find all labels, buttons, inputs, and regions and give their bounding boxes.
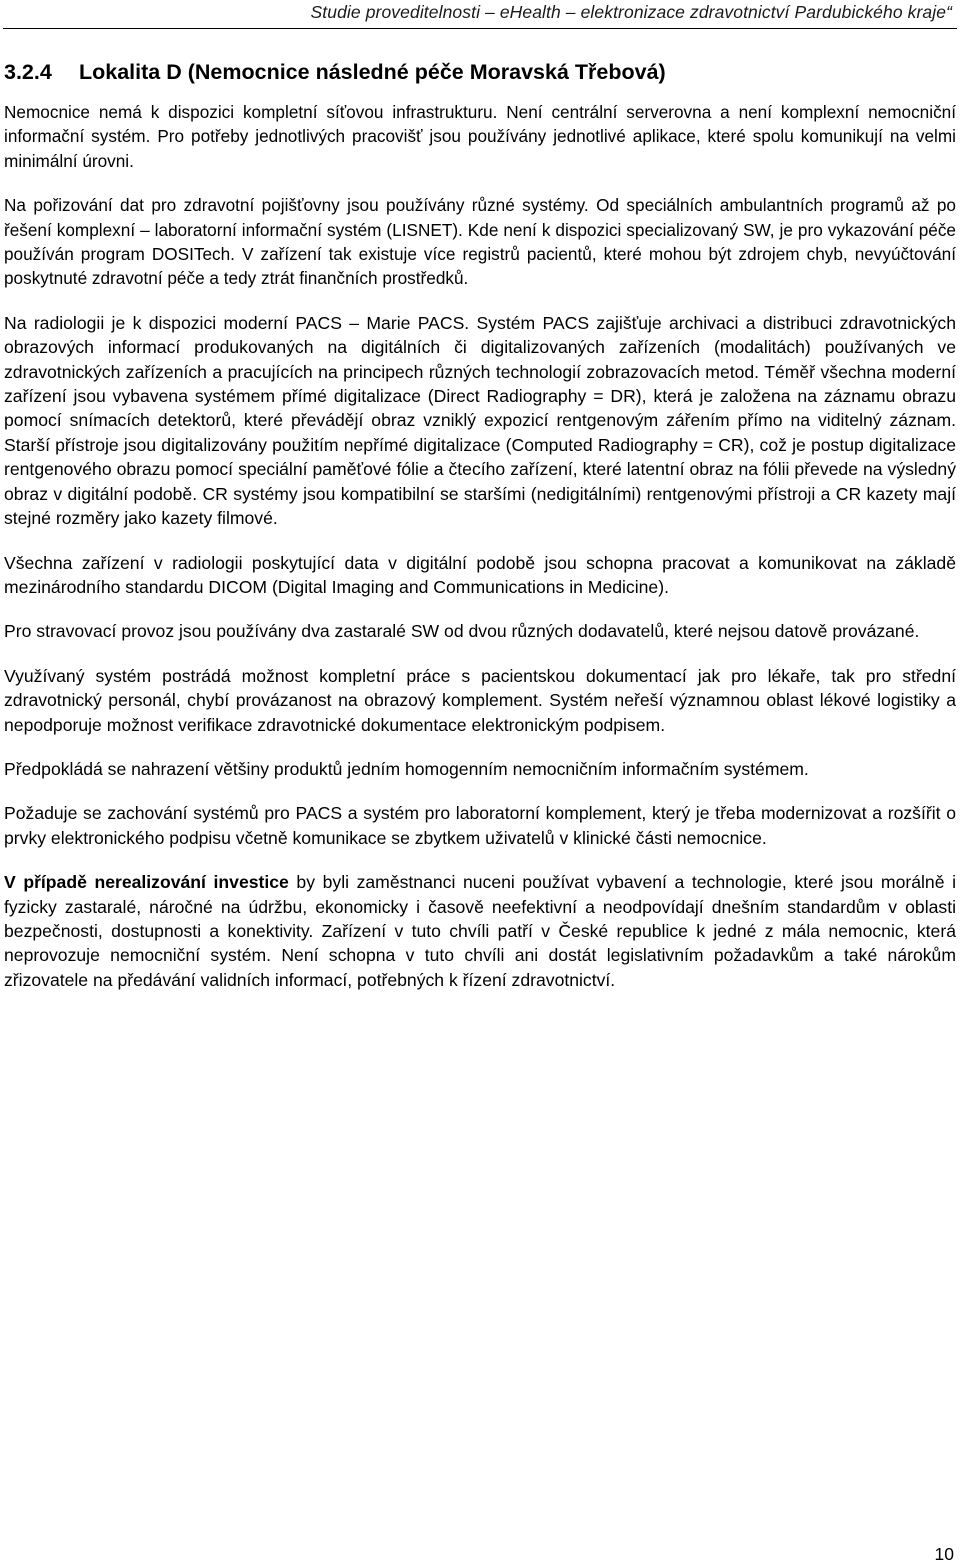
paragraph-radiology-pacs: Na radiologii je k dispozici moderní PACS – Marie PACS. Systém PACS zajišťuje archivaci a distribuci zdravotnických obrazových informací produkovaných na digitálních či digitalizovaných zařízeních (modalitách) používaných ve zdravotnických zařízeních a pracujících na principech různých technologií zobrazovacích metod. Téměř všechna moderní zařízení jsou vybavena systémem přímé digitalizace (Direct Radiography = DR), která je založena na záznamu obrazu pomocí snímacích detektorů, které převádějí obraz vzniklý expozicí rentgenovým zářením přímo na viditelný záznam. Starší přístroje jsou digitalizovány použitím nepřímé digitalizace (Computed Radiography = CR), což je postup digitalizace rentgenového obrazu pomocí speciální paměťové fólie a čtecího zařízení, které latentní obraz na fólii převede na výsledný obraz v digitální podobě. CR systémy jsou kompatibilní se staršími (nedigitálními) rentgenovými přístroji a CR kazety mají stejné rozměry jako kazety filmové. — [4, 312, 956, 529]
section-heading — [4, 60, 666, 85]
section-number: 3.2.4 — [4, 60, 52, 84]
section-title: Lokalita D (Nemocnice následné péče Moravská Třebová) — [79, 60, 666, 84]
paragraph-insurance-systems: Na pořizování dat pro zdravotní pojišťovny jsou používány různé systémy. Od speciálních ambulantních programů až po řešení komplexní – laboratorní informační systém (LISNET). Kde není k dispozici specializovaný SW, je pro vykazování péče používán program DOSITech. V zařízení tak existuje více registrů pacientů, které mohou být zdrojem chyb, nevyúčtování poskytnuté zdravotní péče a tedy ztrát finančních prostředků. — [4, 195, 956, 289]
paragraph-no-investment-text: by byli zaměstnanci nuceni používat vybavení a technologie, které jsou morálně i fyzicky zastaralé, náročné na údržbu, ekonomicky i časově neefektivní a neodpovídají dnešním standardům v oblasti bezpečnosti, dostupnosti a konektivity. Zařízení v tuto chvíli patří v České republice k jedné z mála nemocnic, která neprovozuje nemocniční systém. Není schopna v tuto chvíli ani dostát legislativním požadavkům a také nárokům zřizovatele na předávání validních informací, potřebných k řízení zdravotnictví. — [4, 872, 956, 990]
page-number: 10 — [934, 1544, 954, 1564]
paragraph-infrastructure: Nemocnice nemá k dispozici kompletní síťovou infrastrukturu. Není centrální serverovna a není komplexní nemocniční informační systém. Pro potřeby jednotlivých pracovišť jsou používány jednotlivé aplikace, které spolu komunikují na velmi minimální úrovni. — [4, 102, 956, 171]
running-header: Studie proveditelnosti – eHealth – elektronizace zdravotnictví Pardubického kraje“ — [310, 2, 952, 22]
header-divider — [3, 28, 957, 29]
paragraph-no-investment — [4, 870, 956, 992]
bold-lead-phrase: V případě nerealizování investice — [4, 872, 289, 893]
paragraph-system-deficiencies: Využívaný systém postrádá možnost kompletní práce s pacientskou dokumentací jak pro lékaře, tak pro střední zdravotnický personál, chybí provázanost na obrazový komplement. Systém neřeší významnou oblast lékové logistiky a nepodporuje možnost verifikace zdravotnické dokumentace elektronickým podpisem. — [4, 665, 956, 735]
paragraph-catering: Pro stravovací provoz jsou používány dva zastaralé SW od dvou různých dodavatelů, které nejsou datově provázané. — [4, 621, 920, 642]
paragraph-requirements: Požaduje se zachování systémů pro PACS a systém pro laboratorní komplement, který je třeba modernizovat a rozšířit o prvky elektronického podpisu včetně komunikace se zbytkem uživatelů v klinické části nemocnice. — [4, 803, 956, 848]
paragraph-replacement: Předpokládá se nahrazení většiny produktů jedním homogenním nemocničním informačním systémem. — [4, 758, 809, 779]
document-body — [4, 100, 956, 1012]
paragraph-dicom: Všechna zařízení v radiologii poskytující data v digitální podobě jsou schopna pracovat a komunikovat na základě mezinárodního standardu DICOM (Digital Imaging and Communications in Medicine). — [4, 552, 956, 597]
